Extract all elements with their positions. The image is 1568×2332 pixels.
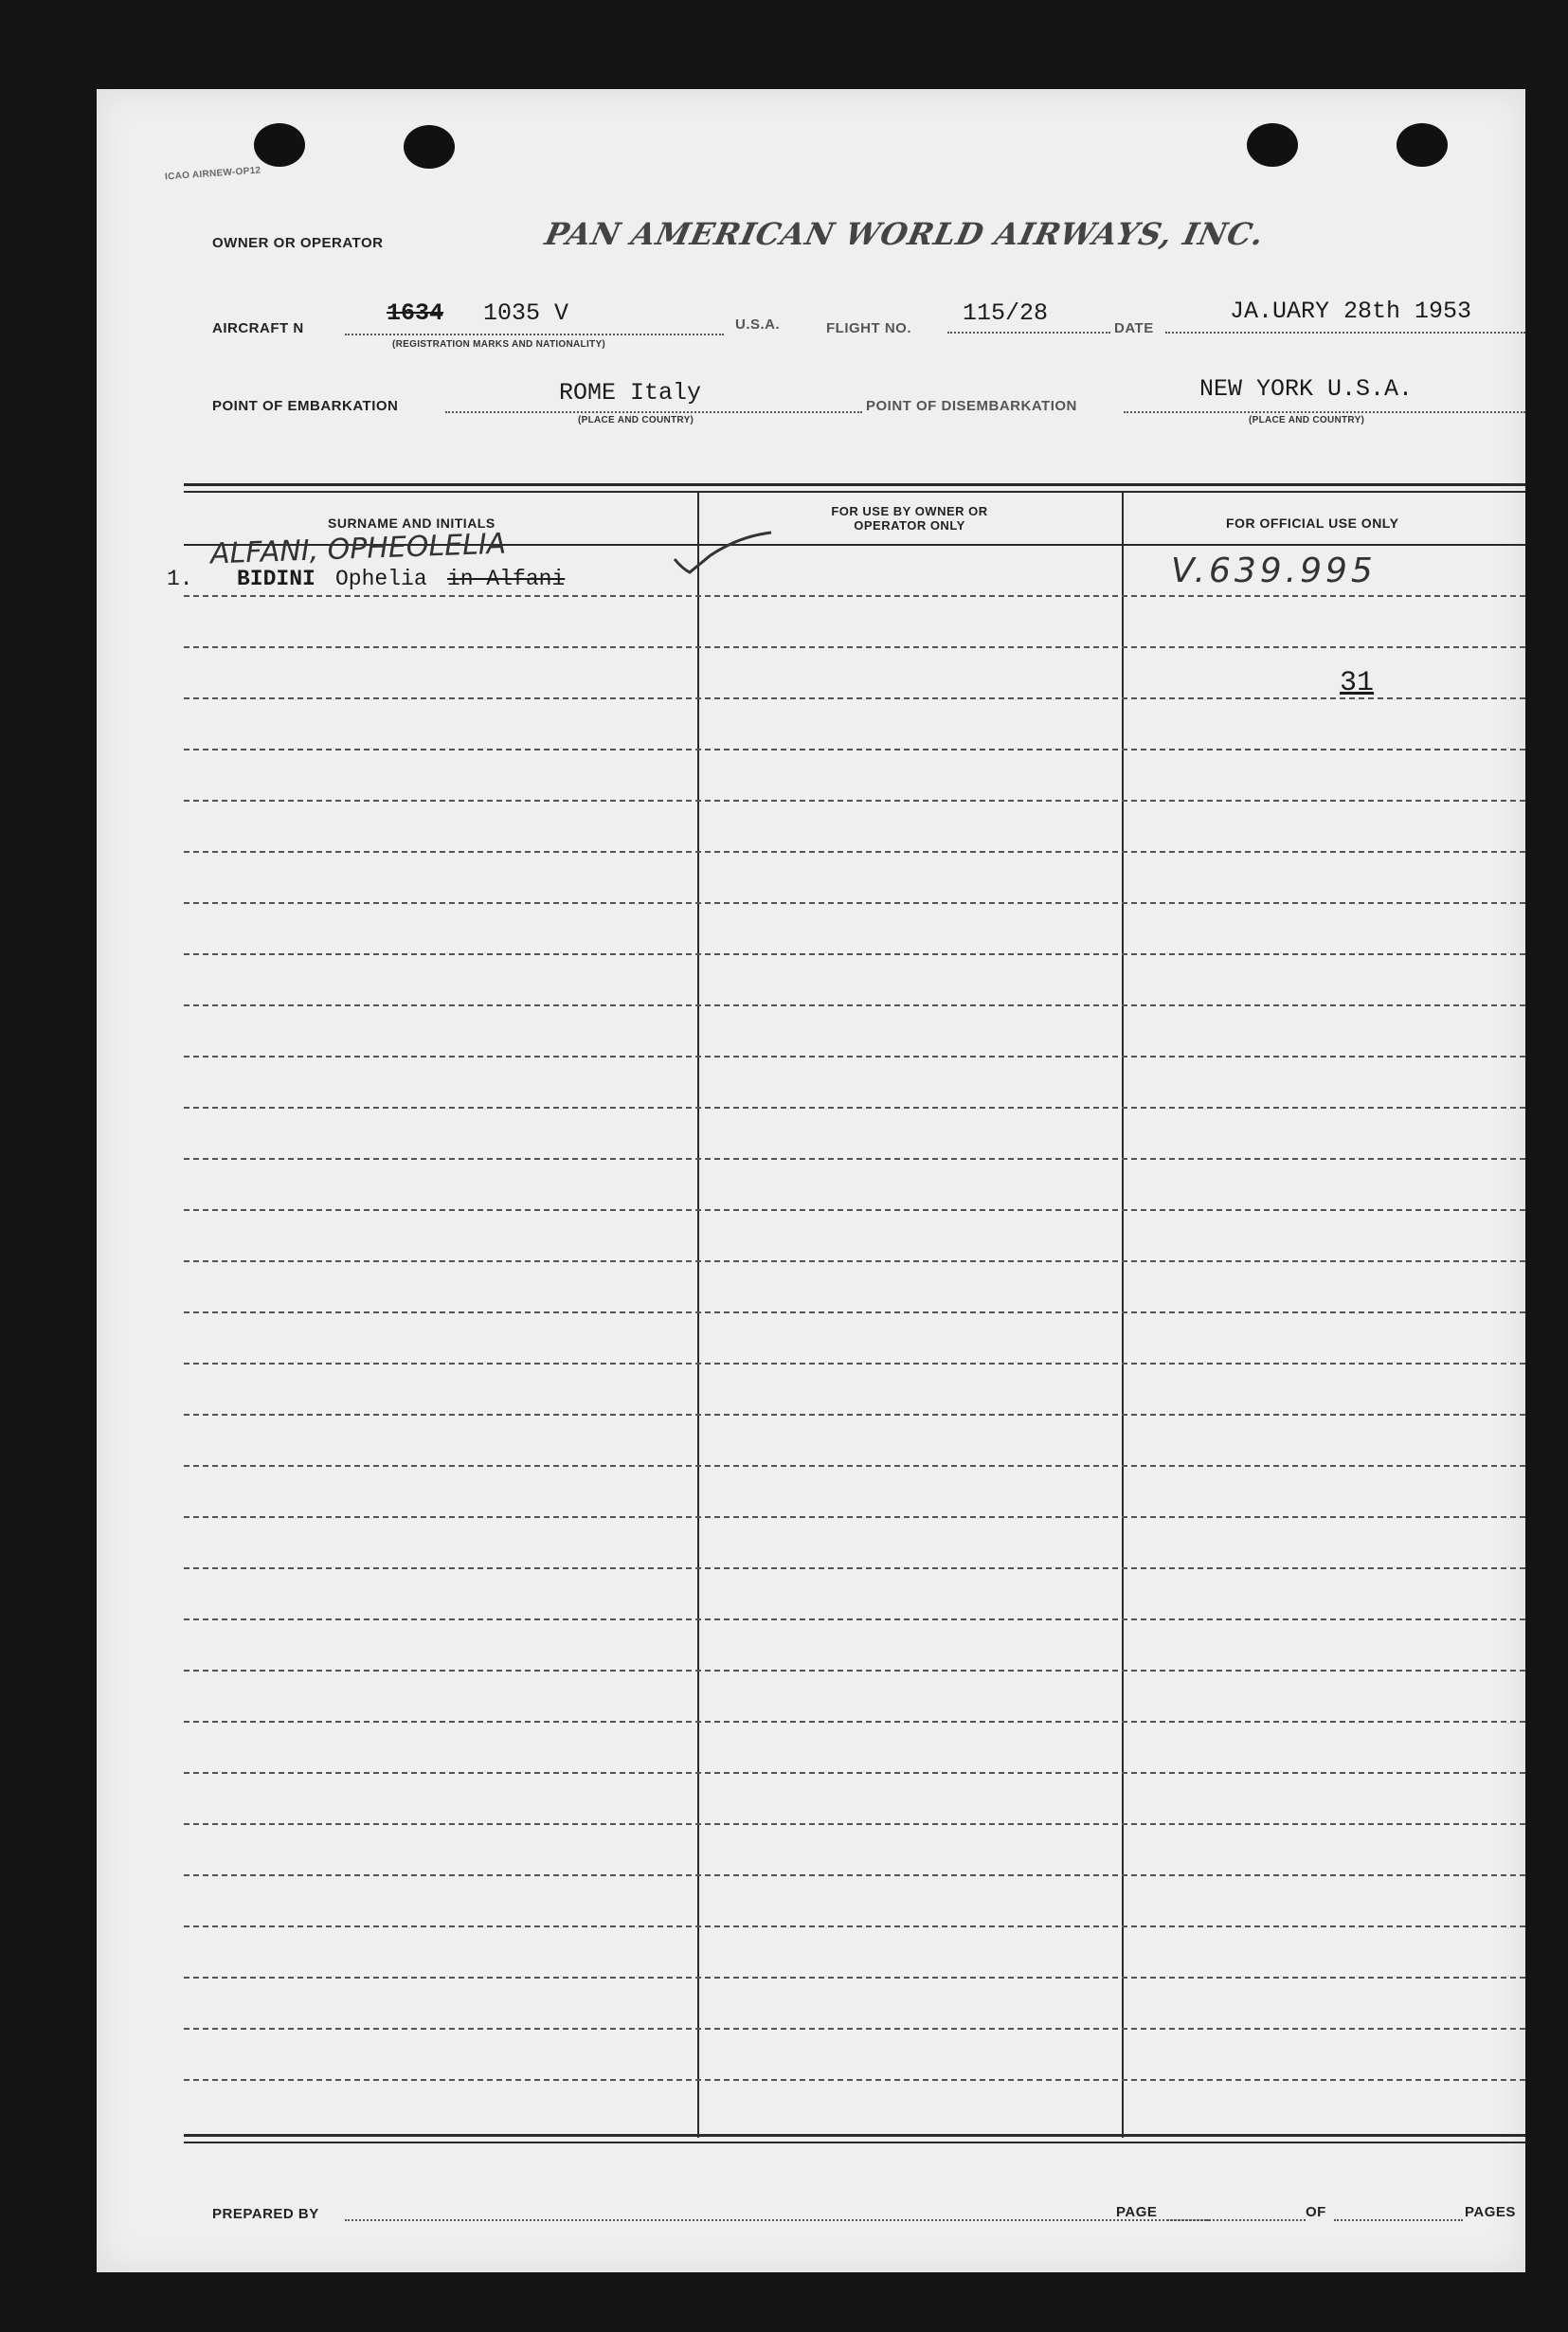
punch-hole-3 [1247, 123, 1298, 167]
embarkation-label: POINT OF EMBARKATION [212, 398, 399, 414]
flight-label: FLIGHT NO. [826, 320, 911, 336]
manifest-sheet [97, 89, 1525, 2272]
embarkation-value: ROME Italy [559, 379, 702, 407]
entry-given-name: Ophelia [335, 567, 427, 591]
column-divider-2 [1122, 493, 1124, 2138]
row-line [184, 1260, 1525, 1262]
page-label: PAGE [1116, 2204, 1158, 2220]
row-line [184, 1925, 1525, 1927]
row-line [184, 595, 1525, 597]
owner-value: PAN AMERICAN WORLD AIRWAYS, INC. [541, 216, 1268, 252]
row-line [184, 1004, 1525, 1006]
row-line [184, 749, 1525, 750]
column-divider-1 [697, 493, 699, 2138]
embark-dots [445, 411, 862, 413]
row-line [184, 1311, 1525, 1313]
row-line [184, 851, 1525, 853]
disembarkation-value: NEW YORK U.S.A. [1199, 375, 1414, 403]
of-label: OF [1306, 2204, 1326, 2220]
row-line [184, 2079, 1525, 2081]
row-line [184, 1670, 1525, 1672]
entry-surname: BIDINI [237, 567, 315, 591]
row-line [184, 800, 1525, 802]
page-dots [1167, 2219, 1306, 2221]
punch-hole-2 [404, 125, 455, 169]
row-line [184, 1209, 1525, 1211]
flight-dots [947, 332, 1110, 334]
punch-hole-4 [1397, 123, 1448, 167]
of-dots [1334, 2219, 1463, 2221]
row-line [184, 1977, 1525, 1979]
prepared-dots [345, 2219, 1209, 2221]
table-bottom-rule-2 [184, 2142, 1525, 2143]
owner-use-column-header: FOR USE BY OWNER OR OPERATOR ONLY [831, 504, 988, 533]
table-top-rule [184, 483, 1525, 486]
prepared-by-label: PREPARED BY [212, 2206, 319, 2222]
entry-handwritten-name: ALFANI, OPHEOLELIA [209, 527, 507, 571]
official-note: V.639.995 [1171, 551, 1377, 590]
aircraft-label: AIRCRAFT N [212, 320, 304, 336]
flight-value: 115/28 [963, 299, 1049, 327]
table-top-rule-2 [184, 491, 1525, 493]
punch-hole-1 [254, 123, 305, 167]
entry-checkmark [673, 531, 777, 583]
date-value: JA.UARY 28th 1953 [1230, 298, 1472, 325]
row-line [184, 1823, 1525, 1825]
row-line [184, 646, 1525, 648]
row-line [184, 1107, 1525, 1109]
row-line [184, 953, 1525, 955]
entry-number: 1. [167, 567, 193, 591]
entry-struck-suffix: in Alfani [447, 567, 566, 591]
disembark-caption: (PLACE AND COUNTRY) [1249, 415, 1365, 425]
embark-caption: (PLACE AND COUNTRY) [578, 415, 694, 425]
date-dots [1165, 332, 1525, 334]
pages-label: PAGES [1465, 2204, 1516, 2220]
row-line [184, 1414, 1525, 1416]
aircraft-struck: 1634 [387, 299, 444, 327]
official-use-column-header: FOR OFFICIAL USE ONLY [1226, 515, 1399, 531]
corner-note: ICAO AIRNEW-OP12 [164, 165, 261, 183]
row-line [184, 1056, 1525, 1058]
official-count: 31 [1340, 667, 1375, 699]
row-line [184, 902, 1525, 904]
row-line [184, 697, 1525, 699]
disembark-dots [1124, 411, 1525, 413]
row-line [184, 1721, 1525, 1723]
row-line [184, 1567, 1525, 1569]
disembarkation-label: POINT OF DISEMBARKATION [866, 398, 1077, 414]
date-label: DATE [1114, 320, 1154, 336]
registration-caption: (REGISTRATION MARKS AND NATIONALITY) [392, 339, 606, 350]
row-line [184, 1618, 1525, 1620]
table-bottom-rule [184, 2134, 1525, 2137]
row-line [184, 1363, 1525, 1365]
owner-label: OWNER OR OPERATOR [212, 235, 384, 251]
usa-label: U.S.A. [735, 316, 781, 333]
row-line [184, 1465, 1525, 1467]
row-line [184, 2028, 1525, 2030]
aircraft-dots [345, 334, 724, 335]
surname-column-header: SURNAME AND INITIALS [328, 515, 496, 531]
row-line [184, 1516, 1525, 1518]
row-line [184, 1874, 1525, 1876]
row-line [184, 1158, 1525, 1160]
aircraft-value: 1035 V [483, 299, 569, 327]
row-line [184, 1772, 1525, 1774]
